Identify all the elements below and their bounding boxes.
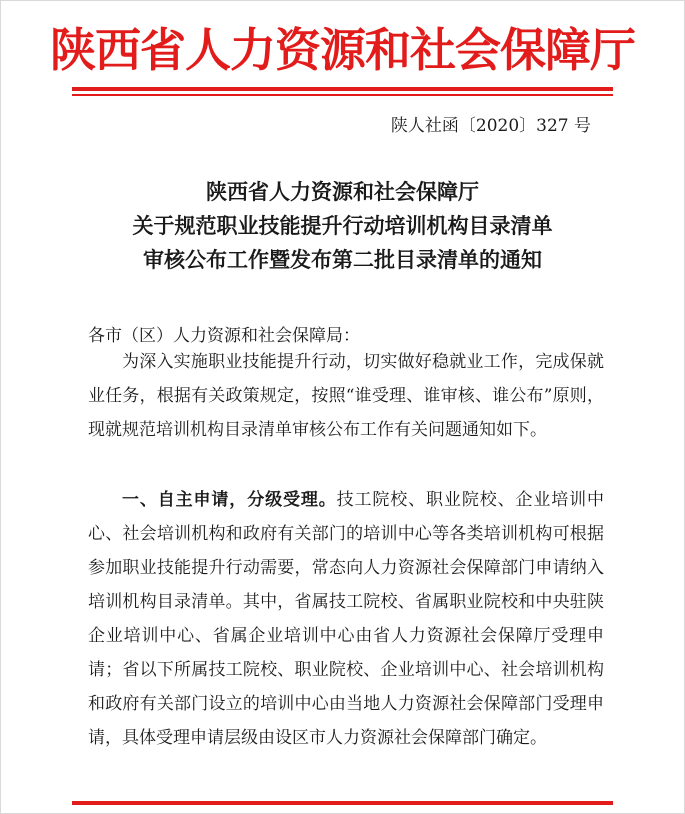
title-line-2: 关于规范职业技能提升行动培训机构目录清单 xyxy=(132,213,553,238)
letterhead-title: 陕西省人力资源和社会保障厅 xyxy=(50,23,635,77)
section-1-heading: 一、自主申请，分级受理。 xyxy=(122,490,337,510)
title-line-1: 陕西省人力资源和社会保障厅 xyxy=(206,179,479,204)
document-title xyxy=(0,175,685,277)
document-number: 陕人社函〔2020〕327 号 xyxy=(390,116,591,136)
addressee: 各市（区）人力资源和社会保障局： xyxy=(88,326,360,346)
title-line-3: 审核公布工作暨发布第二批目录清单的通知 xyxy=(143,247,542,272)
intro-paragraph: 为深入实施职业技能提升行动，切实做好稳就业工作，完成保就业任务，根据有关政策规定，按照“谁受理、谁审核、谁公布”原则，现就规范培训机构目录清单审核公布工作有关问题通知如下。 xyxy=(88,352,604,440)
section-1-paragraph xyxy=(88,483,604,755)
footer-red-rule xyxy=(72,801,613,805)
letterhead-red-rule-thick xyxy=(72,87,613,91)
section-1-body: 技工院校、职业院校、企业培训中心、社会培训机构和政府有关部门的培训中心等各类培训机构可根据参加职业技能提升行动需要，常态向人力资源社会保障部门申请纳入培训机构目录清单。其中，省属技工院校、省属职业院校和中央驻陕企业培训中心、省属企业培训中心由省人力资源社会保障厅受理申请；省以下所属技工院校、职业院校、企业培训中心、社会培训机构和政府有关部门设立的培训中心由当地人力资源社会保障部门受理申请，具体受理申请层级由设区市人力资源社会保障部门确定。 xyxy=(88,490,605,748)
letterhead-red-rule-thin xyxy=(72,94,613,96)
